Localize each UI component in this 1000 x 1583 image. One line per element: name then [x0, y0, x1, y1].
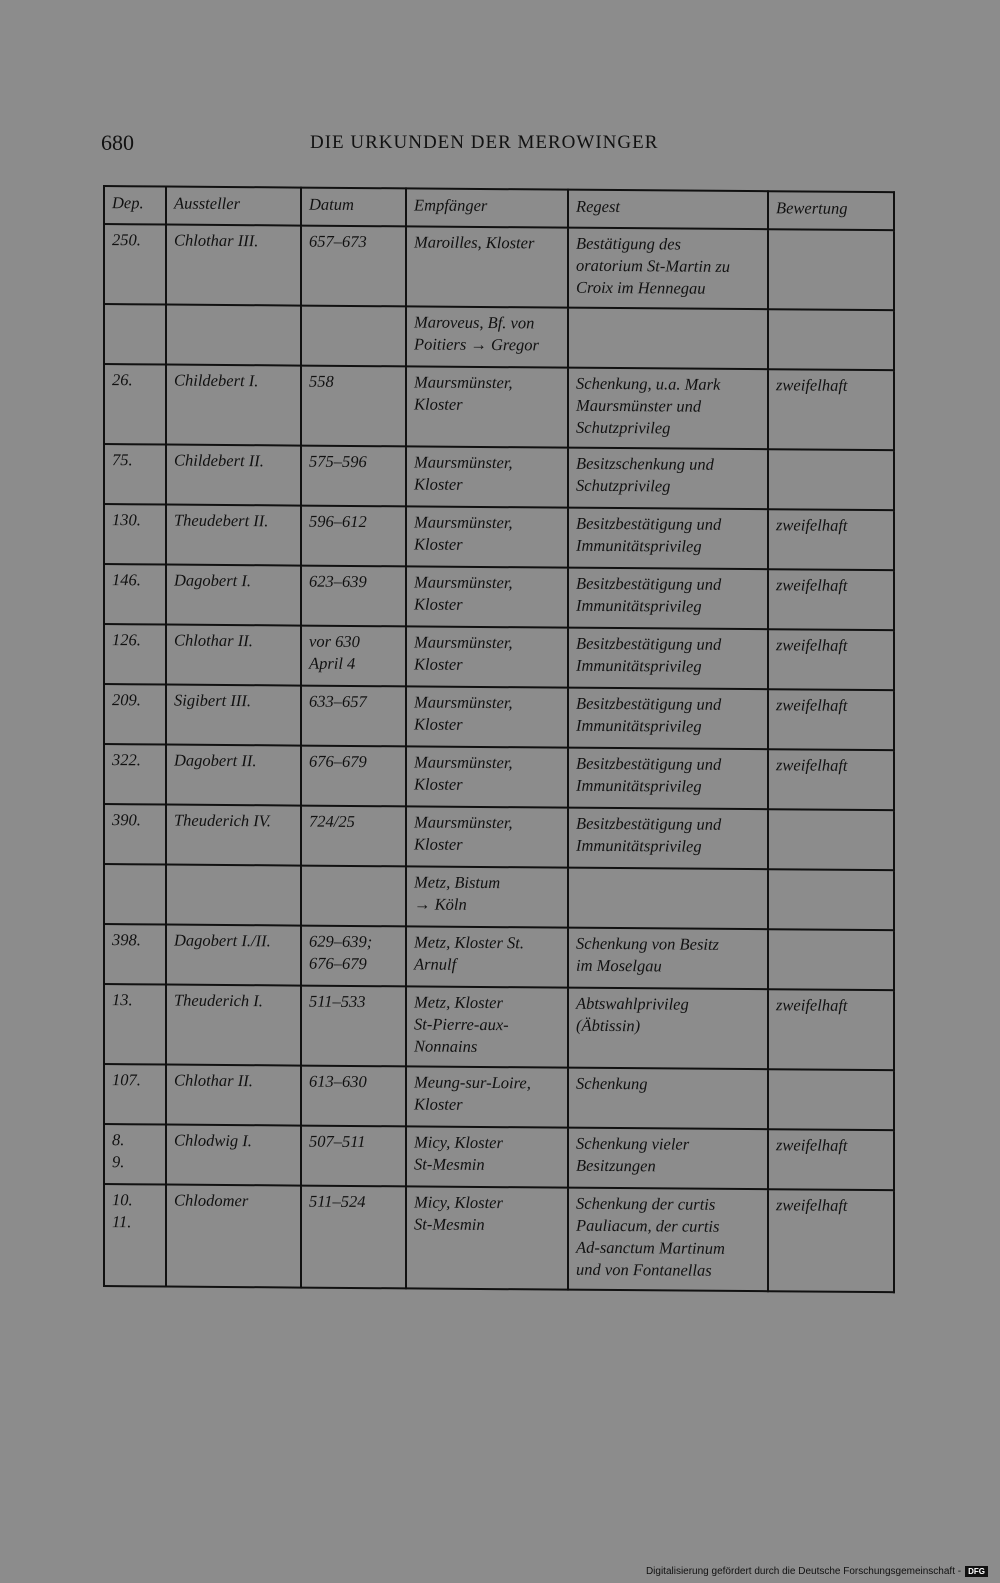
aussteller-cell — [166, 864, 301, 925]
regest-cell: Schenkung vieler Besitzungen — [568, 1128, 768, 1190]
footer-text: Digitalisierung gefördert durch die Deutsche Forschungsgemeinschaft - — [645, 1566, 962, 1577]
aussteller-cell: Dagobert I. — [166, 564, 301, 625]
table-row — [104, 1124, 894, 1190]
table-row — [104, 924, 894, 990]
regest-cell: Besitzbestätigung und Immunitätsprivileg — [568, 808, 768, 870]
aussteller-cell: Chlodomer — [166, 1184, 301, 1287]
table-row — [104, 364, 894, 450]
empfaenger-cell: Maursmünster, Kloster — [406, 626, 568, 687]
datum-cell: 633–657 — [301, 686, 406, 747]
page-number: 680 — [101, 130, 134, 155]
empfaenger-cell: Maursmünster, Kloster — [406, 366, 568, 447]
column-header-datum: Datum — [301, 188, 406, 227]
column-header-bewertung: Bewertung — [768, 191, 894, 230]
bewertung-cell — [768, 449, 894, 510]
dep-cell: 250. — [104, 224, 166, 304]
dep-cell: 8. 9. — [104, 1124, 166, 1184]
table-row — [104, 984, 894, 1070]
datum-cell — [301, 306, 406, 367]
empfaenger-cell: Metz, Bistum → Köln — [406, 866, 568, 927]
aussteller-cell: Theuderich I. — [166, 984, 301, 1065]
column-header-dep: Dep. — [104, 186, 166, 224]
datum-cell: 558 — [301, 366, 406, 447]
dep-cell: 13. — [104, 984, 166, 1064]
datum-cell: 613–630 — [301, 1066, 406, 1127]
charters-table — [103, 185, 895, 1293]
empfaenger-cell: Meung-sur-Loire, Kloster — [406, 1066, 568, 1127]
regest-cell: Schenkung, u.a. Mark Maursmünster und Schutzprivileg — [568, 368, 768, 450]
datum-cell: 596–612 — [301, 506, 406, 567]
aussteller-cell — [166, 304, 301, 365]
regest-cell: Besitzbestätigung und Immunitätsprivileg — [568, 628, 768, 690]
regest-cell — [568, 868, 768, 930]
aussteller-cell: Childebert II. — [166, 444, 301, 505]
dep-cell: 322. — [104, 744, 166, 804]
bewertung-cell: zweifelhaft — [768, 749, 894, 810]
aussteller-cell: Dagobert II. — [166, 744, 301, 805]
dep-cell: 75. — [104, 444, 166, 504]
bewertung-cell: zweifelhaft — [768, 629, 894, 690]
empfaenger-cell: Maursmünster, Kloster — [406, 566, 568, 627]
bewertung-cell — [768, 309, 894, 370]
bewertung-cell — [768, 229, 894, 310]
dep-cell: 209. — [104, 684, 166, 744]
regest-cell: Besitzschenkung und Schutzprivileg — [568, 448, 768, 510]
column-header-aussteller: Aussteller — [166, 186, 301, 225]
table-row — [104, 224, 894, 310]
table-row — [104, 1064, 894, 1130]
regest-cell: Besitzbestätigung und Immunitätsprivileg — [568, 748, 768, 810]
dep-cell — [104, 864, 166, 924]
datum-cell: 511–524 — [301, 1186, 406, 1289]
aussteller-cell: Chlothar II. — [166, 624, 301, 685]
running-head: DIE URKUNDEN DER MEROWINGER — [310, 132, 659, 153]
datum-cell: 511–533 — [301, 986, 406, 1067]
dep-cell: 146. — [104, 564, 166, 624]
empfaenger-cell: Maursmünster, Kloster — [406, 686, 568, 747]
dep-cell: 126. — [104, 624, 166, 684]
aussteller-cell: Childebert I. — [166, 364, 301, 445]
dep-cell: 390. — [104, 804, 166, 864]
dep-cell: 398. — [104, 924, 166, 984]
dep-cell: 26. — [104, 364, 166, 444]
table-row — [104, 504, 894, 570]
aussteller-cell: Dagobert I./II. — [166, 924, 301, 985]
table-row — [104, 624, 894, 690]
table-row — [104, 684, 894, 750]
aussteller-cell: Theudebert II. — [166, 504, 301, 565]
aussteller-cell: Theuderich IV. — [166, 804, 301, 865]
datum-cell: 575–596 — [301, 446, 406, 507]
table-row — [104, 864, 894, 930]
dep-cell — [104, 304, 166, 364]
regest-cell: Abtswahlprivileg (Äbtissin) — [568, 988, 768, 1070]
table-row — [104, 444, 894, 510]
dep-cell: 107. — [104, 1064, 166, 1124]
datum-cell: vor 630 April 4 — [301, 626, 406, 687]
regest-cell: Besitzbestätigung und Immunitätsprivileg — [568, 568, 768, 630]
aussteller-cell: Chlodwig I. — [166, 1124, 301, 1185]
table-body — [104, 224, 894, 1292]
aussteller-cell: Chlothar III. — [166, 224, 301, 305]
table-row — [104, 804, 894, 870]
empfaenger-cell: Maroveus, Bf. von Poitiers → Gregor — [406, 306, 568, 367]
bewertung-cell: zweifelhaft — [768, 689, 894, 750]
regest-cell — [568, 308, 768, 370]
datum-cell — [301, 866, 406, 927]
empfaenger-cell: Micy, Kloster St-Mesmin — [406, 1126, 568, 1187]
bewertung-cell: zweifelhaft — [768, 509, 894, 570]
bewertung-cell — [768, 929, 894, 990]
column-header-empfaenger: Empfänger — [406, 188, 568, 227]
regest-cell: Besitzbestätigung und Immunitätsprivileg — [568, 688, 768, 750]
bewertung-cell: zweifelhaft — [768, 1189, 894, 1292]
bewertung-cell — [768, 1069, 894, 1130]
regest-cell: Besitzbestätigung und Immunitätsprivileg — [568, 508, 768, 570]
regest-cell: Schenkung der curtis Pauliacum, der curtis Ad-sanctum Martinum und von Fontanellas — [568, 1188, 768, 1292]
regest-cell: Bestätigung des oratorium St-Martin zu Croix im Hennegau — [568, 228, 768, 310]
dfg-logo: DFG — [965, 1566, 988, 1577]
table-row — [104, 564, 894, 630]
aussteller-cell: Sigibert III. — [166, 684, 301, 745]
empfaenger-cell: Maursmünster, Kloster — [406, 506, 568, 567]
digitization-footer — [646, 1566, 988, 1577]
empfaenger-cell: Micy, Kloster St-Mesmin — [406, 1186, 568, 1289]
bewertung-cell: zweifelhaft — [768, 569, 894, 630]
dep-cell: 10. 11. — [104, 1184, 166, 1286]
bewertung-cell — [768, 809, 894, 870]
empfaenger-cell: Metz, Kloster St-Pierre-aux- Nonnains — [406, 986, 568, 1067]
table-row — [104, 304, 894, 370]
bewertung-cell — [768, 869, 894, 930]
dep-cell: 130. — [104, 504, 166, 564]
datum-cell: 657–673 — [301, 226, 406, 307]
datum-cell: 676–679 — [301, 746, 406, 807]
empfaenger-cell: Maursmünster, Kloster — [406, 746, 568, 807]
aussteller-cell: Chlothar II. — [166, 1064, 301, 1125]
datum-cell: 507–511 — [301, 1126, 406, 1187]
table-row — [104, 744, 894, 810]
bewertung-cell: zweifelhaft — [768, 989, 894, 1070]
empfaenger-cell: Maursmünster, Kloster — [406, 806, 568, 867]
bewertung-cell: zweifelhaft — [768, 369, 894, 450]
bewertung-cell: zweifelhaft — [768, 1129, 894, 1190]
regest-cell: Schenkung — [568, 1068, 768, 1130]
datum-cell: 724/25 — [301, 806, 406, 867]
column-header-regest: Regest — [568, 190, 768, 230]
empfaenger-cell: Maroilles, Kloster — [406, 226, 568, 307]
datum-cell: 623–639 — [301, 566, 406, 627]
table-header-row — [104, 186, 894, 230]
datum-cell: 629–639; 676–679 — [301, 926, 406, 987]
regest-cell: Schenkung von Besitz im Moselgau — [568, 928, 768, 990]
table-row — [104, 1184, 894, 1292]
empfaenger-cell: Maursmünster, Kloster — [406, 446, 568, 507]
empfaenger-cell: Metz, Kloster St. Arnulf — [406, 926, 568, 987]
